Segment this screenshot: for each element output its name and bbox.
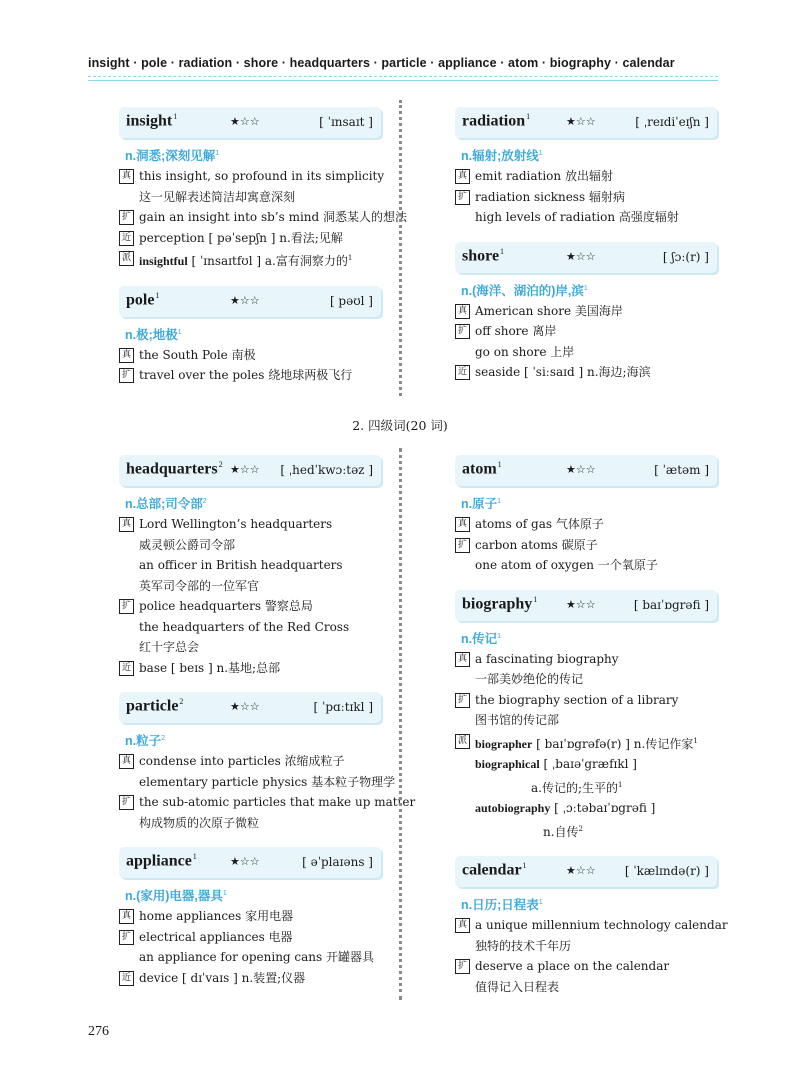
- phonetic: [ pəʊl ]: [329, 293, 373, 308]
- extension-translation: 值得记入日程表: [475, 979, 560, 994]
- tag-zhen: 真: [455, 517, 470, 532]
- part-of-speech: n.粒子$^2$: [125, 734, 166, 748]
- part-of-speech: n.辐射;放射线$^1$: [461, 149, 543, 163]
- star-rating: ★☆☆: [230, 700, 260, 713]
- column-top-left: [119, 107, 408, 386]
- star-rating: ★☆☆: [230, 293, 260, 307]
- extension-line: 扩 radiation sickness 辐射病: [455, 187, 717, 208]
- example-line: 真 a unique millennium technology calendar: [455, 915, 717, 936]
- headword: insight$^1$: [126, 112, 178, 130]
- tag-kuo: 扩: [119, 930, 134, 945]
- headword: radiation$^1$: [462, 112, 531, 130]
- phonetic: [ ˌhedˈkwɔːtəz ]: [280, 463, 373, 477]
- part-of-speech: n.总部;司令部$^2$: [125, 497, 207, 511]
- headword: headquarters$^2$: [126, 460, 223, 478]
- star-rating: ★☆☆: [566, 597, 596, 611]
- tag-zhen: 真: [455, 304, 470, 319]
- entry-card-biography: [455, 590, 717, 621]
- tag-kuo: 扩: [455, 538, 470, 553]
- star-rating: ★☆☆: [566, 463, 596, 476]
- example-line: 真 emit radiation 放出辐射: [455, 166, 717, 187]
- derivative-line: biographical [ ˌbaɪəˈgræfɪkl ]: [475, 757, 637, 771]
- extension-line: 扩 off shore 离岸: [455, 321, 717, 342]
- column-bottom-right: [455, 455, 728, 997]
- synonym-line: 近 device [ dɪˈvaɪs ] n.装置;仪器: [119, 968, 381, 989]
- part-of-speech: n.极;地极$^1$: [125, 327, 182, 342]
- derivative-definition: a.传记的;生平的$^1$: [531, 780, 623, 795]
- phonetic: [ ʃɔː(r) ]: [662, 249, 709, 264]
- entry-card-headquarters: [119, 455, 381, 486]
- example-line: elementary particle physics 基本粒子物理学: [139, 774, 396, 789]
- extension-line: 扩 electrical appliances 电器: [119, 927, 381, 948]
- entry-card-particle: [119, 692, 381, 723]
- derivative-line: autobiography [ ˌɔːtəbaɪˈɒgrəfi ]: [475, 801, 656, 815]
- entry-card-calendar: [455, 856, 717, 887]
- star-rating: ★☆☆: [230, 855, 260, 868]
- phonetic: [ baɪˈɒgrəfi ]: [633, 597, 709, 612]
- tag-jin: 近: [455, 365, 470, 380]
- extension-line: go on shore 上岸: [475, 344, 575, 359]
- tag-kuo: 扩: [455, 693, 470, 708]
- extension-translation: 图书馆的传记部: [475, 713, 560, 727]
- extension-line: one atom of oxygen 一个氧原子: [475, 558, 658, 572]
- headword: shore$^1$: [462, 246, 505, 264]
- phonetic: [ ˌreɪdiˈeɪʃn ]: [635, 115, 709, 129]
- extension-line: the headquarters of the Red Cross: [139, 619, 350, 634]
- section-title: 2. 四级词(20 词): [352, 418, 448, 433]
- tag-jin: 近: [119, 231, 134, 246]
- example-translation: 独特的技术千年历: [475, 938, 572, 953]
- tag-zhen: 真: [119, 517, 134, 532]
- derivative-line: 派 biographer [ baɪˈɒgrəfə(r) ] n.传记作家$^1$: [455, 731, 717, 755]
- extension-line: 扩 carbon atoms 碳原子: [455, 535, 717, 556]
- tag-jin: 近: [119, 971, 134, 986]
- phonetic: [ ˈɪnsaɪt ]: [319, 115, 373, 129]
- page-number: 276: [88, 1024, 109, 1039]
- tag-kuo: 扩: [455, 959, 470, 974]
- example-translation: 英军司令部的一位军官: [139, 578, 260, 593]
- extension-line: 扩 police headquarters 警察总局: [119, 596, 381, 617]
- tag-kuo: 扩: [455, 324, 470, 339]
- phonetic: [ ˈpɑːtɪkl ]: [313, 700, 373, 714]
- column-divider-bottom: [399, 448, 406, 1000]
- phonetic: [ əˈplaɪəns ]: [302, 855, 373, 869]
- example-line: an officer in British headquarters: [139, 558, 343, 572]
- example-translation: 一部美妙绝伦的传记: [475, 672, 584, 686]
- extension-line: an appliance for opening cans 开罐器具: [139, 950, 375, 964]
- tag-zhen: 真: [455, 918, 470, 933]
- headword: particle$^2$: [126, 697, 184, 715]
- example-line: 真 atoms of gas 气体原子: [455, 514, 717, 535]
- entry-card-appliance: [119, 847, 381, 878]
- tag-pai: 派: [455, 734, 470, 749]
- example-line: 真 Lord Wellington’s headquarters: [119, 514, 381, 535]
- example-line: 真 this insight, so profound in its simplicity: [119, 166, 381, 187]
- star-rating: ★☆☆: [566, 115, 596, 128]
- headword: biography$^1$: [462, 594, 538, 612]
- phonetic: [ ˈætəm ]: [654, 463, 709, 477]
- derivative-line: 派 insightful [ ˈɪnsaɪtfʊl ] a.富有洞察力的$^1$: [119, 248, 381, 272]
- phonetic: [ ˈkælɪndə(r) ]: [624, 864, 709, 878]
- star-rating: ★☆☆: [230, 115, 260, 128]
- headword: pole$^1$: [126, 290, 160, 308]
- part-of-speech: n.(海洋、湖泊的)岸,滨$^1$: [461, 283, 588, 298]
- extension-line: 扩 travel over the poles 绕地球两极飞行: [119, 365, 381, 386]
- tag-zhen: 真: [455, 652, 470, 667]
- tag-kuo: 扩: [119, 368, 134, 383]
- headword: calendar$^1$: [462, 861, 527, 879]
- extension-line: 扩 deserve a place on the calendar: [455, 956, 717, 977]
- example-line: 真 the South Pole 南极: [119, 345, 381, 366]
- extension-translation: 构成物质的次原子微粒: [139, 815, 260, 830]
- entry-card-pole: [119, 286, 381, 317]
- example-line: 真 home appliances 家用电器: [119, 906, 381, 927]
- part-of-speech: n.传记$^1$: [461, 631, 502, 646]
- tag-kuo: 扩: [119, 599, 134, 614]
- header-rule-dashed: [88, 76, 718, 77]
- entry-card-radiation: [455, 107, 717, 138]
- extension-line: 扩 gain an insight into sb’s mind 洞悉某人的想法: [119, 207, 381, 228]
- example-line: 真 condense into particles 浓缩成粒子: [119, 751, 381, 772]
- entry-card-insight: [119, 107, 381, 138]
- tag-pai: 派: [119, 251, 134, 266]
- tag-kuo: 扩: [119, 795, 134, 810]
- tag-jin: 近: [119, 661, 134, 676]
- tag-zhen: 真: [119, 909, 134, 924]
- star-rating: ★☆☆: [566, 864, 596, 877]
- part-of-speech: n.洞悉;深刻见解$^1$: [125, 149, 220, 163]
- extension-line: 扩 the sub-atomic particles that make up matter: [119, 792, 381, 813]
- star-rating: ★☆☆: [230, 463, 260, 476]
- tag-kuo: 扩: [455, 190, 470, 205]
- tag-kuo: 扩: [119, 210, 134, 225]
- running-header: insight · pole · radiation · shore · headquarters · particle · appliance · atom · biography · calendar: [88, 56, 675, 70]
- tag-zhen: 真: [455, 169, 470, 184]
- part-of-speech: n.(家用)电器,器具$^1$: [125, 889, 227, 903]
- column-divider-top: [399, 100, 406, 396]
- extension-line: 扩 the biography section of a library: [455, 690, 717, 711]
- headword: atom$^1$: [462, 460, 502, 478]
- headword: appliance$^1$: [126, 852, 197, 870]
- example-line: 真 a fascinating biography: [455, 649, 717, 670]
- star-rating: ★☆☆: [566, 249, 596, 263]
- entry-card-atom: [455, 455, 717, 486]
- column-bottom-left: [119, 455, 416, 988]
- example-translation: 威灵顿公爵司令部: [139, 537, 236, 552]
- part-of-speech: n.日历;日程表$^1$: [461, 898, 543, 912]
- tag-zhen: 真: [119, 169, 134, 184]
- synonym-line: 近 perception [ pəˈsepʃn ] n.看法;见解: [119, 228, 381, 249]
- header-rule: [88, 80, 718, 81]
- column-top-right: [455, 107, 717, 383]
- part-of-speech: n.原子$^1$: [461, 497, 502, 511]
- synonym-line: 近 seaside [ ˈsiːsaɪd ] n.海边;海滨: [455, 362, 717, 383]
- example-line: 真 American shore 美国海岸: [455, 301, 717, 322]
- derivative-definition: n.自传$^2$: [543, 824, 584, 839]
- example-translation: 这一见解表述简洁却寓意深刻: [139, 189, 296, 204]
- synonym-line: 近 base [ beɪs ] n.基地;总部: [119, 658, 381, 679]
- tag-zhen: 真: [119, 754, 134, 769]
- entry-card-shore: [455, 242, 717, 273]
- extension-line: high levels of radiation 高强度辐射: [475, 210, 679, 224]
- extension-translation: 红十字总会: [139, 640, 200, 654]
- tag-zhen: 真: [119, 348, 134, 363]
